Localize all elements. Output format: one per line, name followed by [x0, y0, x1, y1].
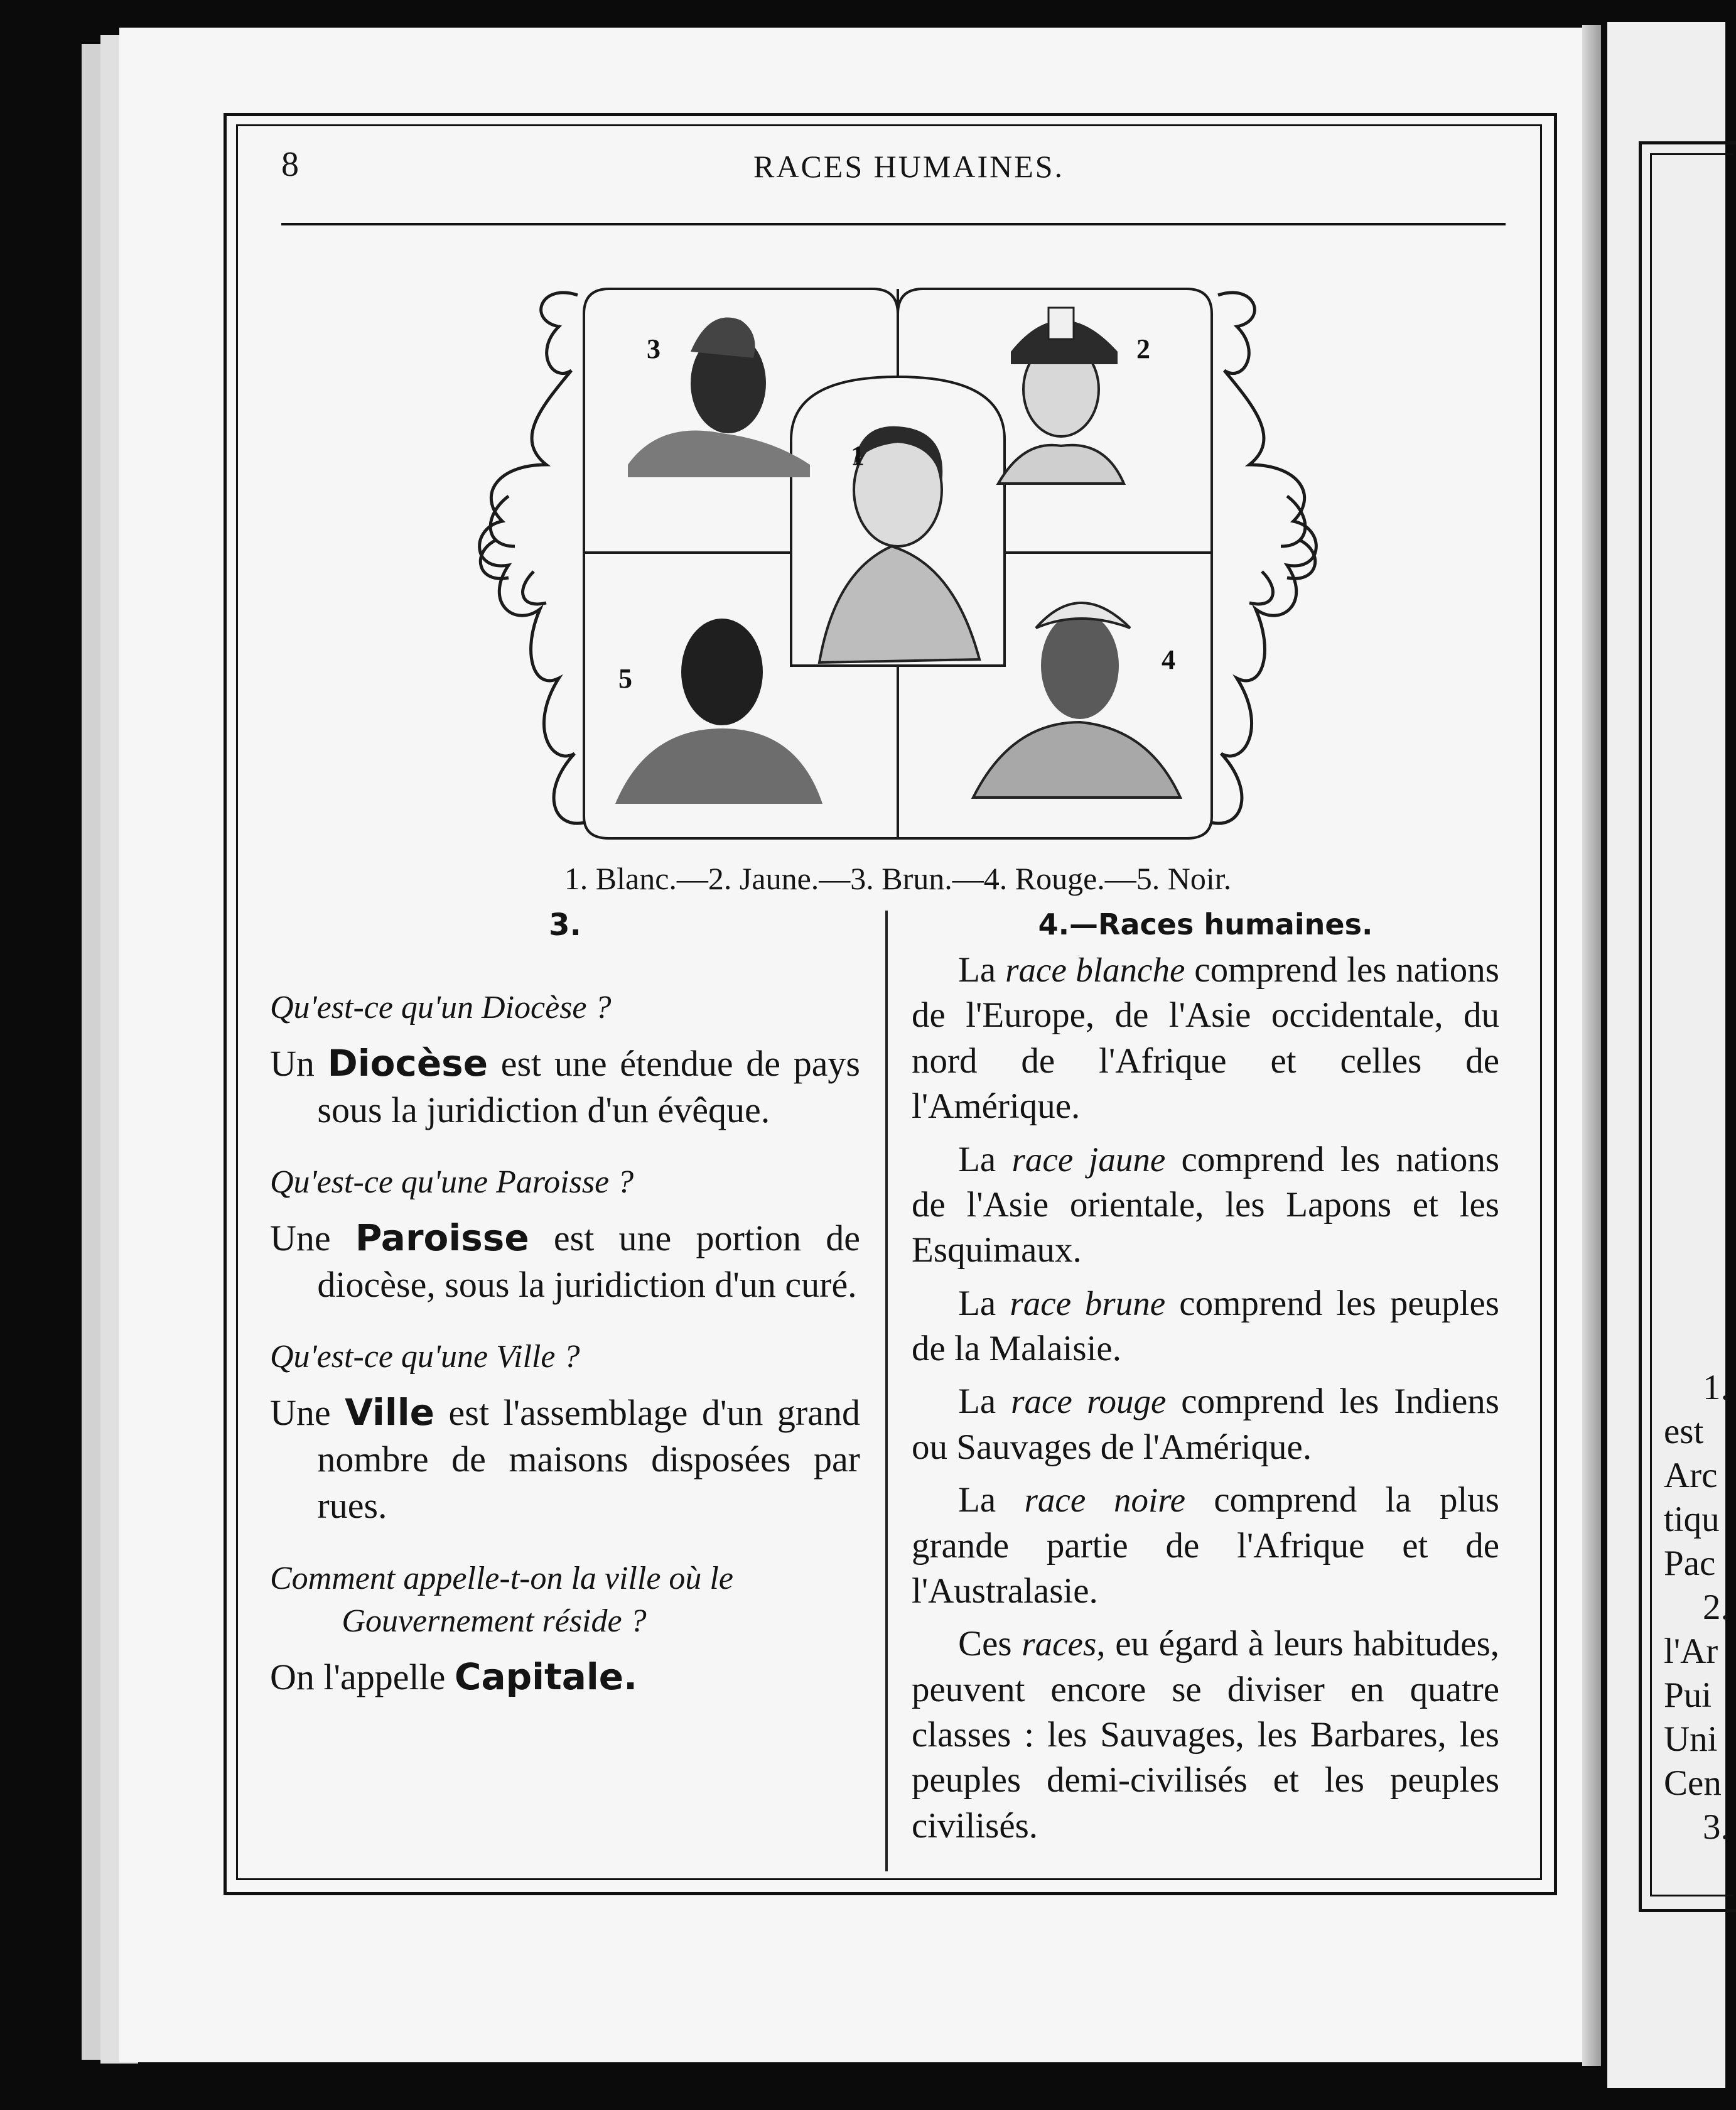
next-page-line: tiqu [1664, 1500, 1720, 1539]
paragraph-race-noire: La race noire comprend la plus grande partie de l'Afrique et de l'Australasie. [912, 1480, 1499, 1611]
left-scroll-ornament [480, 293, 584, 823]
next-page-line: Pui [1664, 1675, 1712, 1715]
next-page-line: 1. [1703, 1368, 1730, 1407]
book-gutter [1582, 25, 1601, 2066]
question-ville: Qu'est-ce qu'une Ville ? [270, 1339, 580, 1375]
next-page-line: Arc [1664, 1456, 1718, 1495]
running-head: RACES HUMAINES. [753, 149, 1065, 184]
right-column [912, 907, 1499, 1856]
question-capitale: Comment appelle-t-on la ville où le Gouvernement réside ? [270, 1560, 733, 1640]
figure-caption: 1. Blanc.—2. Jaune.—3. Brun.—4. Rouge.—5. Noir. [564, 861, 1232, 896]
races-engraving [458, 276, 1337, 848]
page-number: 8 [281, 145, 301, 184]
figure-label-1: 1 [851, 440, 865, 471]
answer-ville: Une Ville est l'assemblage d'un grand nombre de maisons disposées par rues. [270, 1390, 860, 1527]
next-page-line: 2. [1703, 1588, 1730, 1627]
figure-label-5: 5 [618, 663, 632, 694]
answer-capitale: On l'appelle Capitale. [270, 1655, 638, 1698]
left-column [270, 907, 860, 1701]
section-number: 3. [549, 907, 581, 943]
portrait-2 [998, 308, 1124, 484]
paragraph-race-jaune: La race jaune comprend les nations de l'Asie orientale, les Lapons et les Esquimaux. [912, 1139, 1500, 1270]
column-divider [885, 911, 888, 1871]
paragraph-race-rouge: La race rouge comprend les Indiens ou Sauvages de l'Amérique. [912, 1382, 1499, 1467]
paragraph-race-brune: La race brune comprend les peuples de la Malaisie. [912, 1283, 1499, 1368]
next-page-line: est [1664, 1412, 1704, 1451]
answer-paroisse: Une Paroisse est une portion de diocèse, sous la juridiction d'un curé. [270, 1216, 860, 1305]
next-page-line: Pac [1664, 1544, 1716, 1583]
question-diocese: Qu'est-ce qu'un Diocèse ? [270, 990, 612, 1025]
next-page-line: l'Ar [1664, 1631, 1718, 1671]
question-paroisse: Qu'est-ce qu'une Paroisse ? [270, 1164, 634, 1201]
section-title: 4.—Races humaines. [1038, 907, 1373, 941]
paragraph-race-blanche: La race blanche comprend les nations de l'Europe, de l'Asie occidentale, du nord de l'Afrique et celles de l'Amérique. [912, 950, 1499, 1127]
next-page-line: 3. [1703, 1807, 1730, 1847]
right-scroll-ornament [1212, 293, 1316, 823]
header-rule [281, 223, 1506, 225]
next-page-line: Cen [1664, 1763, 1722, 1803]
figure-label-4: 4 [1162, 644, 1175, 675]
answer-diocese: Un Diocèse est une étendue de pays sous la juridiction d'un évêque. [270, 1041, 861, 1130]
figure-label-3: 3 [647, 333, 660, 364]
figure-label-2: 2 [1136, 333, 1150, 364]
next-page-line: Uni [1664, 1719, 1718, 1759]
paragraph-classes: Ces races, eu égard à leurs habitudes, peuvent encore se diviser en quatre classes : les Sauvages, les Barbares, les peuples demi-civilisés et les peuples civilisés. [912, 1624, 1499, 1846]
